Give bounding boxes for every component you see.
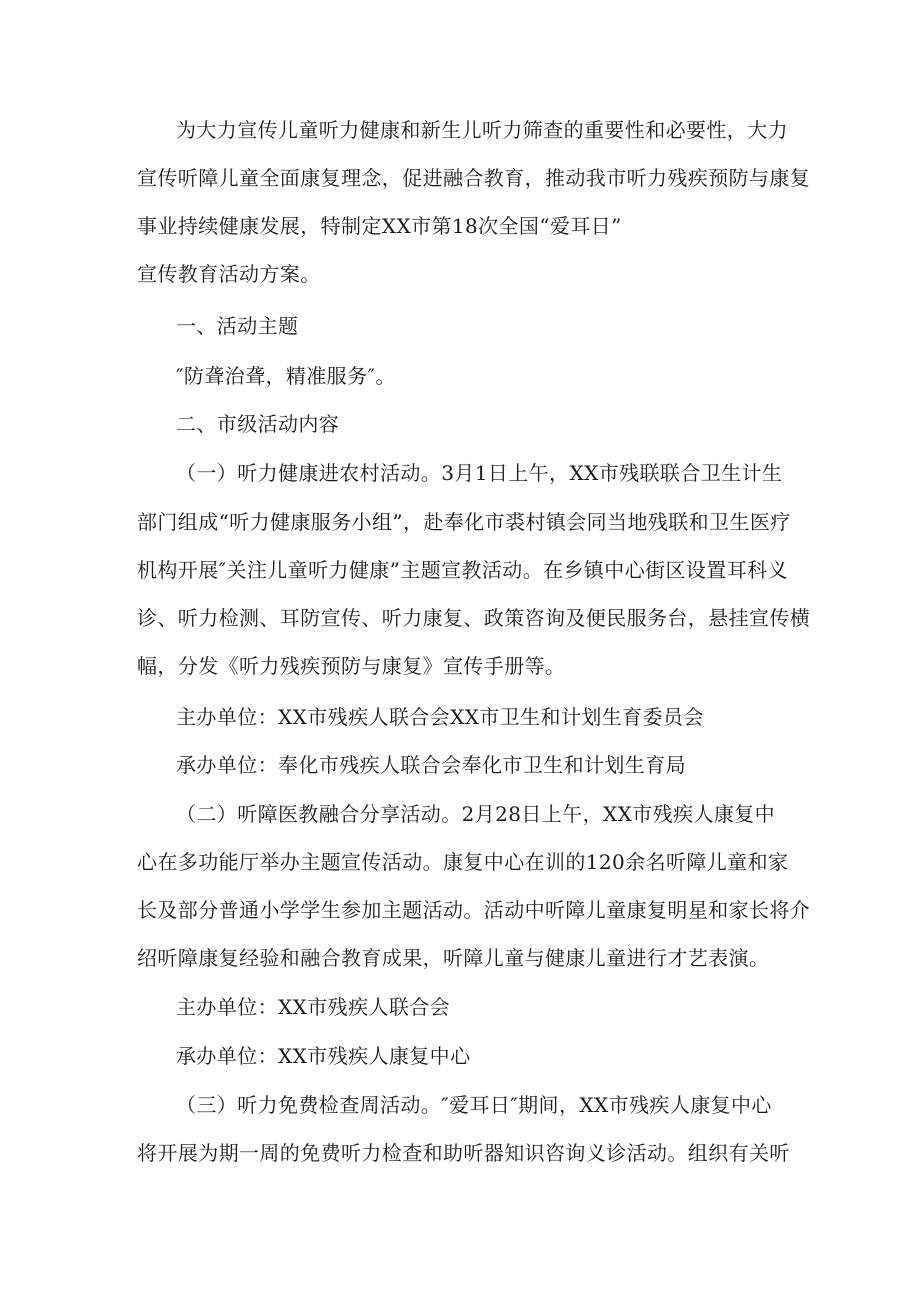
- item1-line-4: 诊、听力检测、耳防宣传、听力康复、政策咨询及便民服务台，悬挂宣传横: [137, 606, 811, 630]
- section1-heading: 一、活动主题: [176, 314, 299, 338]
- item2-organizer: 承办单位：XX市残疾人康复中心: [176, 1044, 471, 1068]
- item1-host: 主办单位：XX市残疾人联合会XX市卫生和计划生育委员会: [176, 705, 704, 729]
- intro-line-3: 事业持续健康发展，特制定XX市第18次全国“爱耳日”: [137, 214, 622, 238]
- item1-line-1: （一）听力健康进农村活动。3月1日上午，XX市残联联合卫生计生: [176, 461, 783, 485]
- item2-line-1: （二）听障医教融合分享活动。2月28日上午，XX市残疾人康复中: [176, 802, 776, 826]
- theme-text: ″防聋治聋，精准服务″。: [176, 364, 396, 388]
- intro-line-1: 为大力宣传儿童听力健康和新生儿听力筛查的重要性和必要性，大力: [176, 118, 788, 142]
- item2-line-2: 心在多功能厅举办主题宣传活动。康复中心在训的120余名听障儿童和家: [137, 850, 789, 874]
- item2-line-3: 长及部分普通小学学生参加主题活动。活动中听障儿童康复明星和家长将介: [137, 898, 811, 922]
- intro-line-2: 宣传听障儿童全面康复理念，促进融合教育，推动我市听力残疾预防与康复: [137, 166, 811, 190]
- section2-heading: 二、市级活动内容: [176, 412, 340, 436]
- item3-line-2: 将开展为期一周的免费听力检查和助听器知识咨询义诊活动。组织有关听: [137, 1141, 790, 1165]
- item2-host: 主办单位：XX市残疾人联合会: [176, 995, 451, 1019]
- item1-line-2: 部门组成“听力健康服务小组”，赴奉化市裘村镇会同当地残联和卫生医疗: [137, 510, 791, 534]
- item2-line-4: 绍听障康复经验和融合教育成果，听障儿童与健康儿童进行才艺表演。: [137, 946, 770, 970]
- intro-line-4: 宣传教育活动方案。: [137, 262, 321, 286]
- item3-line-1: （三）听力免费检查周活动。″爱耳日″期间，XX市残疾人康复中心: [176, 1093, 772, 1117]
- item1-organizer: 承办单位：奉化市残疾人联合会奉化市卫生和计划生育局: [176, 753, 686, 777]
- item1-line-3: 机构开展″关注儿童听力健康”主题宣教活动。在乡镇中心街区设置耳科义: [137, 558, 788, 582]
- item1-line-5: 幅，分发《听力残疾预防与康复》宣传手册等。: [137, 654, 566, 678]
